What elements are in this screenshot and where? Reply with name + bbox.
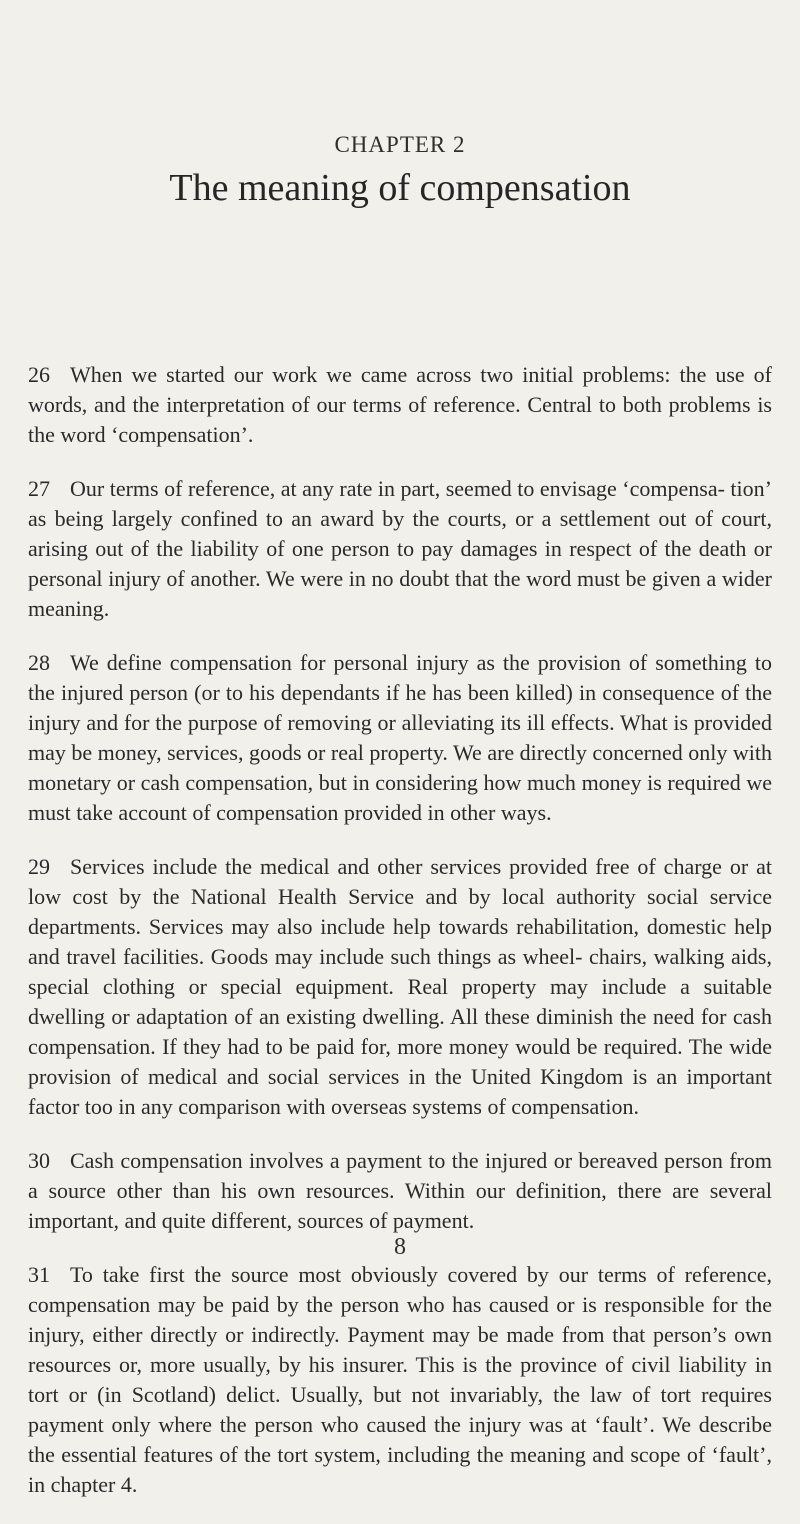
chapter-title: The meaning of compensation bbox=[169, 167, 631, 209]
paragraph-text: Services include the medical and other services provided free of charge or at low cost by the National Health Service and by local authority social service departments. Services may also include help towards rehabilitation, domestic help and travel facilities. Goods may include such things as wheel- chairs, walking aids, special clothing or special equipment. Real property may include a suitable dwelling or adaptation of an existing dwelling. All these diminish the need for cash compensation. If they had to be paid for, more money would be required. The wide provision of medical and social services in the United Kingdom is an important factor too in any comparison with overseas systems of compensation. bbox=[28, 854, 772, 1119]
chapter-label: CHAPTER 2 bbox=[334, 132, 466, 157]
paragraph-text: When we started our work we came across two initial problems: the use of words, and the interpretation of our terms of reference. Central to both problems is the word ‘compensation’. bbox=[28, 362, 772, 447]
paragraph-number: 31 bbox=[28, 1262, 50, 1287]
body-text bbox=[28, 360, 772, 1524]
page-number: 8 bbox=[394, 1234, 406, 1260]
paragraph-text: We define compensation for personal injury as the provision of something to the injured person (or to his dependants if he has been killed) in consequence of the injury and for the purpose of removing or alleviating its ill effects. What is provided may be money, services, goods or real property. We are directly concerned only with monetary or cash compensation, but in considering how much money is required we must take account of compensation provided in other ways. bbox=[28, 650, 772, 825]
paragraph-number: 29 bbox=[28, 854, 50, 879]
paragraph-28 bbox=[28, 648, 772, 828]
paragraph-number: 27 bbox=[28, 476, 50, 501]
paragraph-number: 26 bbox=[28, 362, 50, 387]
paragraph-31 bbox=[28, 1260, 772, 1500]
paragraph-27 bbox=[28, 474, 772, 624]
paragraph-text: Our terms of reference, at any rate in part, seemed to envisage ‘compensa- tion’ as being largely confined to an award by the courts, or a settlement out of court, arising out of the liability of one person to pay damages in respect of the death or personal injury of another. We were in no doubt that the word must be given a wider meaning. bbox=[28, 476, 772, 621]
paragraph-number: 30 bbox=[28, 1148, 50, 1173]
paragraph-text: To take first the source most obviously covered by our terms of reference, compensation may be paid by the person who has caused or is responsible for the injury, either directly or indirectly. Payment may be made from that person’s own resources or, more usually, by his insurer. This is the province of civil liability in tort or (in Scotland) delict. Usually, but not invariably, the law of tort requires payment only where the person who caused the injury was at ‘fault’. We describe the essential features of the tort system, including the meaning and scope of ‘fault’, in chapter 4. bbox=[28, 1262, 772, 1497]
paragraph-30 bbox=[28, 1146, 772, 1236]
paragraph-number: 28 bbox=[28, 650, 50, 675]
paragraph-26 bbox=[28, 360, 772, 450]
paragraph-29 bbox=[28, 852, 772, 1122]
paragraph-text: Cash compensation involves a payment to the injured or bereaved person from a source other than his own resources. Within our definition, there are several important, and quite different, sources of payment. bbox=[28, 1148, 772, 1233]
